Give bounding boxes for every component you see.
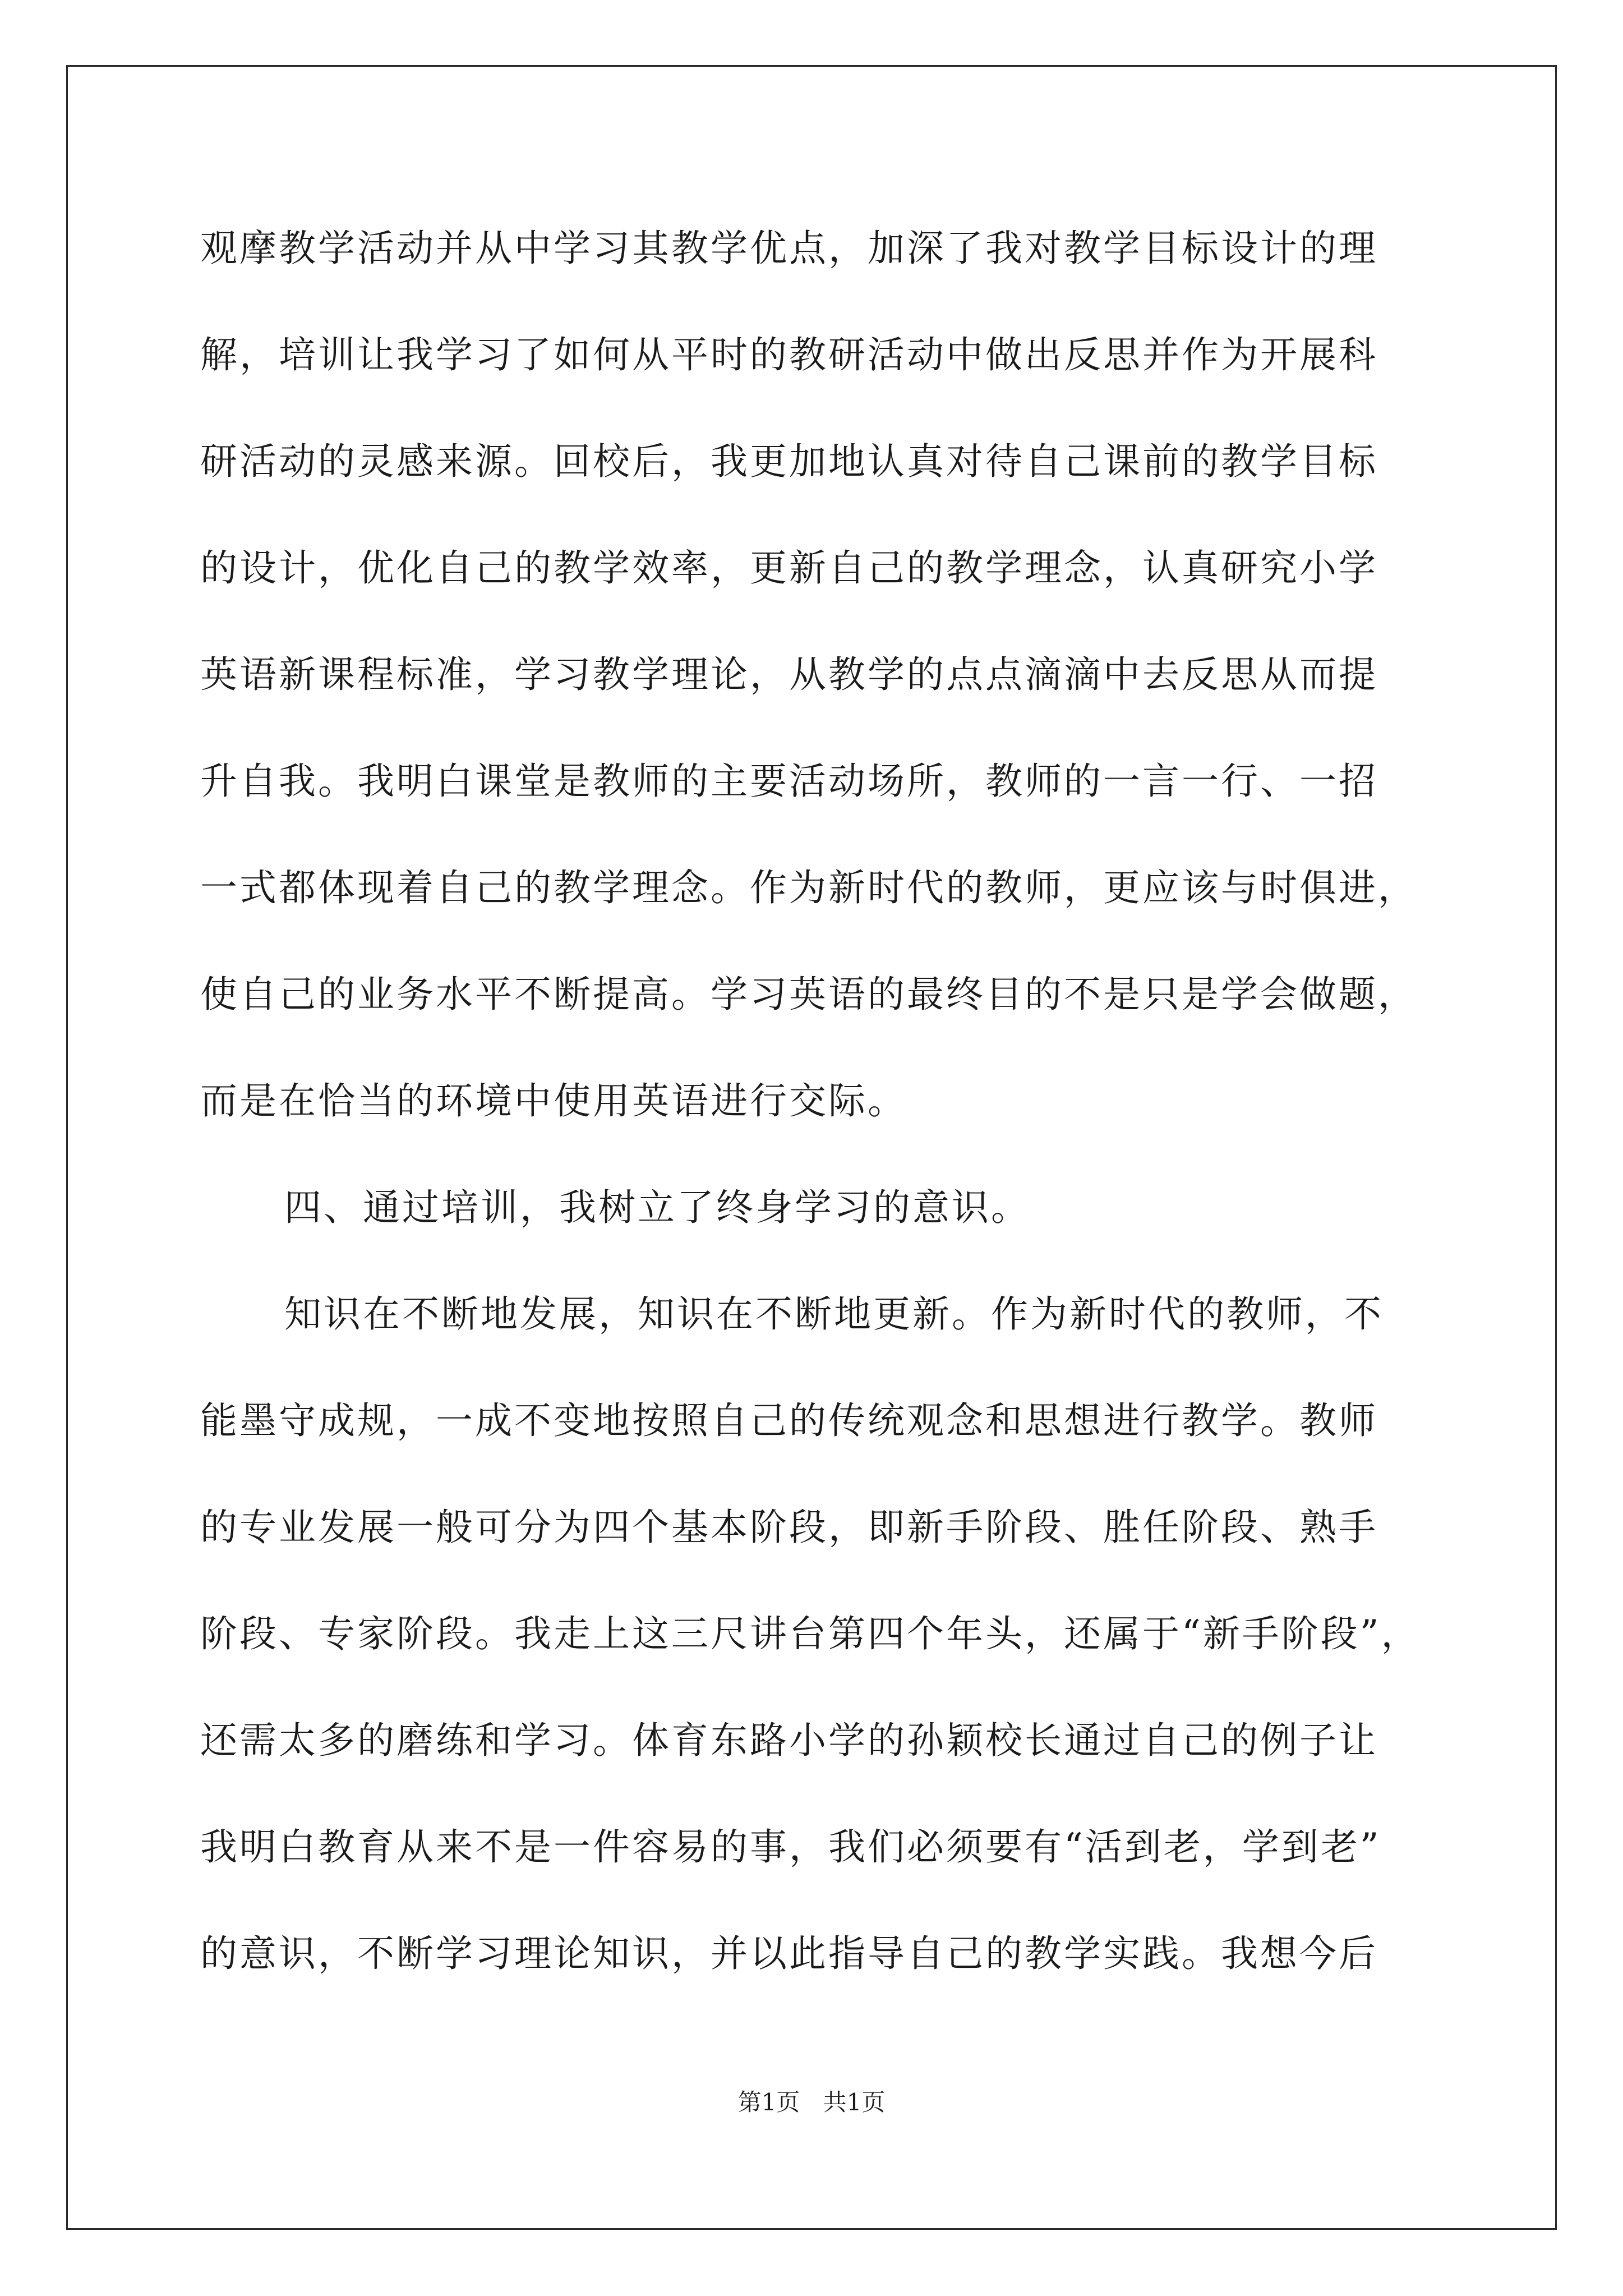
text-line: 的专业发展一般可分为四个基本阶段，即新手阶段、胜任阶段、熟手	[200, 1506, 1378, 1549]
text-line: 而是在恰当的环境中使用英语进行交际。	[200, 1079, 907, 1122]
text-line: 解，培训让我学习了如何从平时的教研活动中做出反思并作为开展科	[200, 333, 1378, 376]
section-heading: 四、通过培训，我树立了终身学习的意识。	[284, 1186, 1030, 1229]
page-footer	[0, 2087, 1623, 2118]
page-number: 第1页	[737, 2088, 800, 2116]
page-border	[66, 65, 1557, 2230]
text-line: 研活动的灵感来源。回校后，我更加地认真对待自己课前的教学目标	[200, 440, 1378, 483]
page-total: 共1页	[823, 2088, 886, 2116]
text-line: 能墨守成规，一成不变地按照自己的传统观念和思想进行教学。教师	[200, 1399, 1378, 1442]
text-line: 阶段、专家阶段。我走上这三尺讲台第四个年头，还属于“新手阶段”，	[200, 1612, 1421, 1655]
text-line: 的设计，优化自己的教学效率，更新自己的教学理念，认真研究小学	[200, 546, 1378, 590]
text-line: 知识在不断地发展，知识在不断地更新。作为新时代的教师，不	[284, 1292, 1384, 1336]
text-line: 升自我。我明白课堂是教师的主要活动场所，教师的一言一行、一招	[200, 760, 1378, 803]
text-line: 我明白教育从来不是一件容易的事，我们必须要有“活到老，学到老”	[200, 1825, 1381, 1869]
text-line: 英语新课程标准，学习教学理论，从教学的点点滴滴中去反思从而提	[200, 653, 1378, 696]
text-line: 一式都体现着自己的教学理念。作为新时代的教师，更应该与时俱进，	[200, 866, 1417, 909]
text-line: 还需太多的磨练和学习。体育东路小学的孙颖校长通过自己的例子让	[200, 1719, 1378, 1762]
text-line: 的意识，不断学习理论知识，并以此指导自己的教学实践。我想今后	[200, 1932, 1378, 1975]
text-line: 观摩教学活动并从中学习其教学优点，加深了我对教学目标设计的理	[200, 227, 1378, 270]
text-line: 使自己的业务水平不断提高。学习英语的最终目的不是只是学会做题，	[200, 973, 1417, 1016]
